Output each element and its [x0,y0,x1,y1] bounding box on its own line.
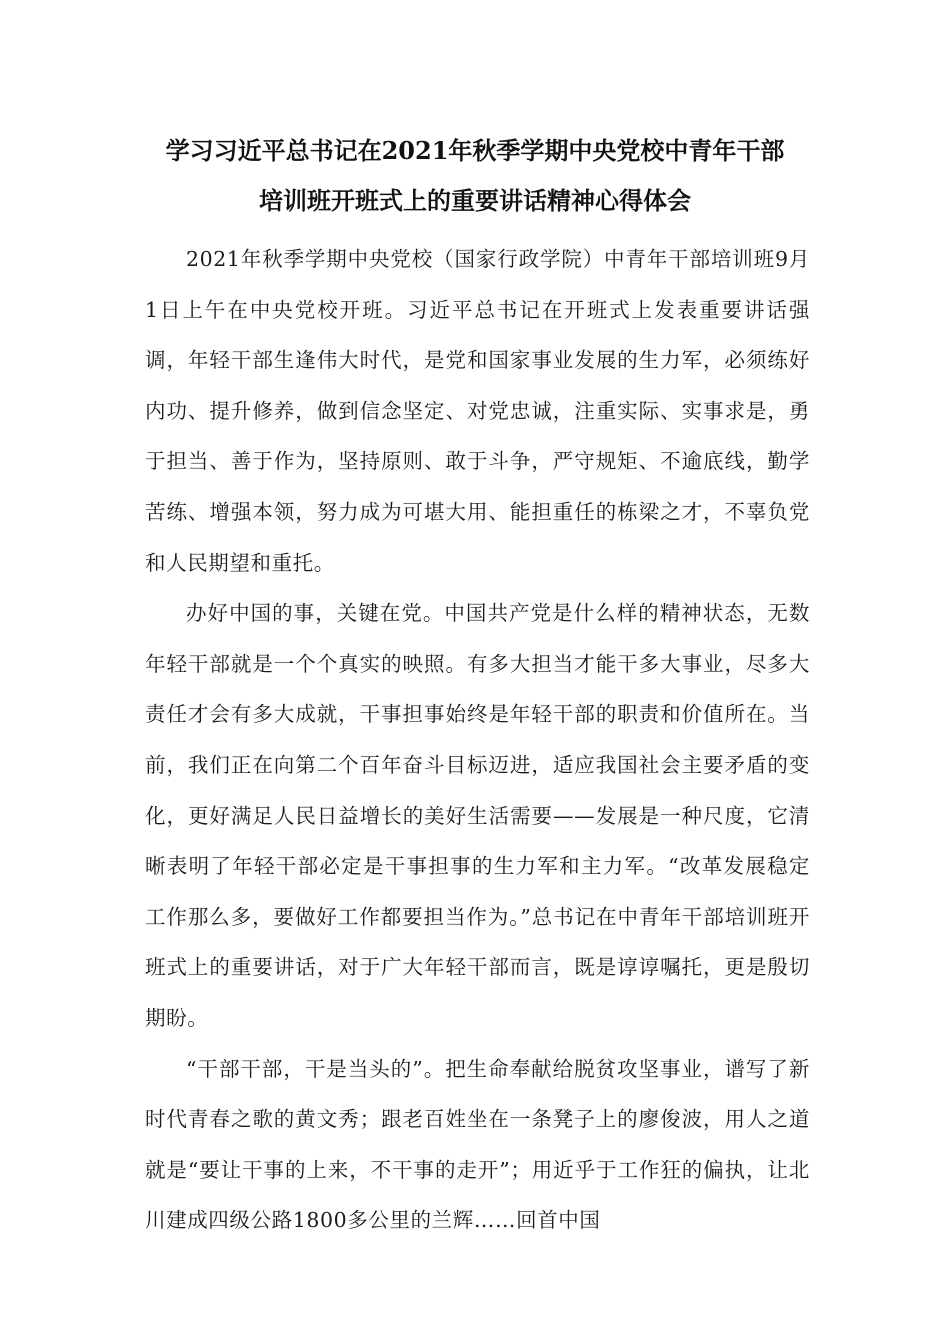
document-title-line-1: 学习习近平总书记在2021年秋季学期中央党校中青年干部 [165,136,785,165]
document-title-line-2: 培训班开班式上的重要讲话精神心得体会 [259,186,691,215]
paragraph-2: 办好中国的事，关键在党。中国共产党是什么样的精神状态，无数年轻干部就是一个个真实的映照。有多大担当才能干多大事业，尽多大责任才会有多大成就，干事担事始终是年轻干部的职责和价值所在。当前，我们正在向第二个百年奋斗目标迈进，适应我国社会主要矛盾的变化，更好满足人民日益增长的美好生活需要——发展是一种尺度，它清晰表明了年轻干部必定是干事担事的生力军和主力军。“改革发展稳定工作那么多，要做好工作都要担当作为。”总书记在中青年干部培训班开班式上的重要讲话，对于广大年轻干部而言，既是谆谆嘱托，更是殷切期盼。 [145,601,810,1030]
paragraph-1: 2021年秋季学期中央党校（国家行政学院）中青年干部培训班9月1日上午在中央党校开班。习近平总书记在开班式上发表重要讲话强调，年轻干部生逢伟大时代，是党和国家事业发展的生力军，必须练好内功、提升修养，做到信念坚定、对党忠诚，注重实际、实事求是，勇于担当、善于作为，坚持原则、敢于斗争，严守规矩、不逾底线，勤学苦练、增强本领，努力成为可堪大用、能担重任的栋梁之才，不辜负党和人民期望和重托。 [145,247,810,575]
paragraph-3: “干部干部，干是当头的”。把生命奉献给脱贫攻坚事业，谱写了新时代青春之歌的黄文秀；跟老百姓坐在一条凳子上的廖俊波，用人之道就是“要让干事的上来，不干事的走开”；用近乎于工作狂的偏执，让北川建成四级公路1800多公里的兰辉……回首中国 [145,1056,810,1233]
document-body [145,234,810,1246]
